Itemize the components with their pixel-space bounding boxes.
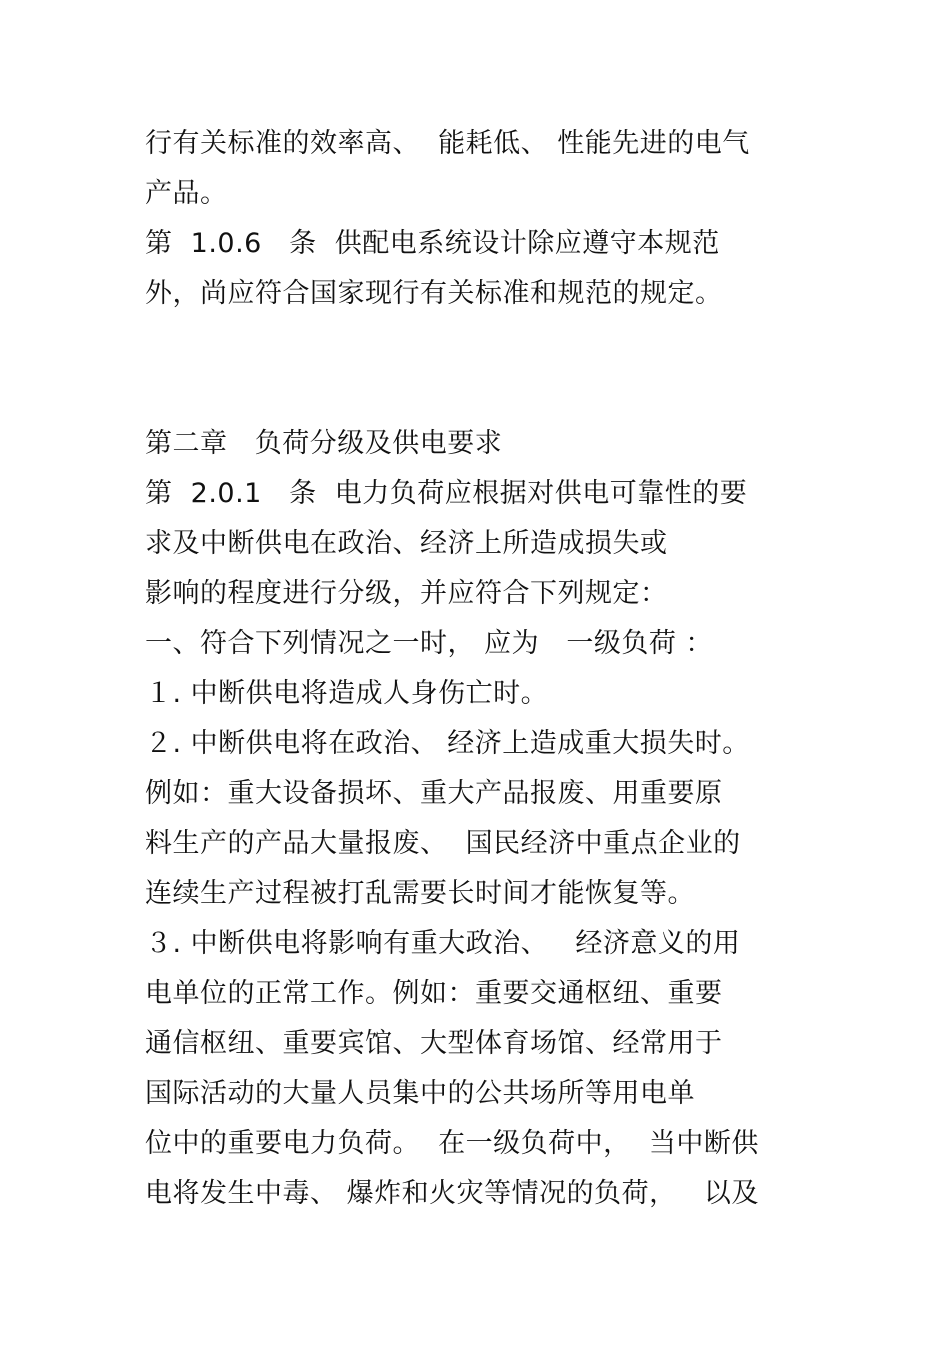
text-line: 电单位的正常工作。例如：重要交通枢纽、重要 <box>145 978 723 1009</box>
text-line: 行有关标准的效率高、 能耗低、 性能先进的电气 <box>145 128 750 159</box>
list-item: ２. 中断供电将在政治、 经济上造成重大损失时。 <box>145 728 750 759</box>
text-line: 例如：重大设备损坏、重大产品报废、用重要原 <box>145 778 723 809</box>
text-line: 通信枢纽、重要宾馆、大型体育场馆、经常用于 <box>145 1028 723 1059</box>
text-line: 料生产的产品大量报废、 国民经济中重点企业的 <box>145 828 741 859</box>
text-line: 产品。 <box>145 178 228 209</box>
text-line: 求及中断供电在政治、经济上所造成损失或 <box>145 528 668 559</box>
article-heading: 第 1.0.6 条 供配电系统设计除应遵守本规范 <box>145 228 720 259</box>
text-line: 一、符合下列情况之一时， 应为 一级负荷 ： <box>145 628 713 659</box>
text-line: 影响的程度进行分级，并应符合下列规定： <box>145 578 668 609</box>
text-line: 电将发生中毒、 爆炸和火灾等情况的负荷， 以及 <box>145 1178 759 1209</box>
list-item: ３. 中断供电将影响有重大政治、 经济意义的用 <box>145 928 741 959</box>
text-line: 位中的重要电力负荷。 在一级负荷中， 当中断供 <box>145 1128 759 1159</box>
text-line: 国际活动的大量人员集中的公共场所等用电单 <box>145 1078 695 1109</box>
list-item: １. 中断供电将造成人身伤亡时。 <box>145 678 549 709</box>
article-heading: 第 2.0.1 条 电力负荷应根据对供电可靠性的要 <box>145 478 748 509</box>
text-line: 外，尚应符合国家现行有关标准和规范的规定。 <box>145 278 723 309</box>
text-line: 连续生产过程被打乱需要长时间才能恢复等。 <box>145 878 695 909</box>
chapter-title: 第二章 负荷分级及供电要求 <box>145 428 503 459</box>
